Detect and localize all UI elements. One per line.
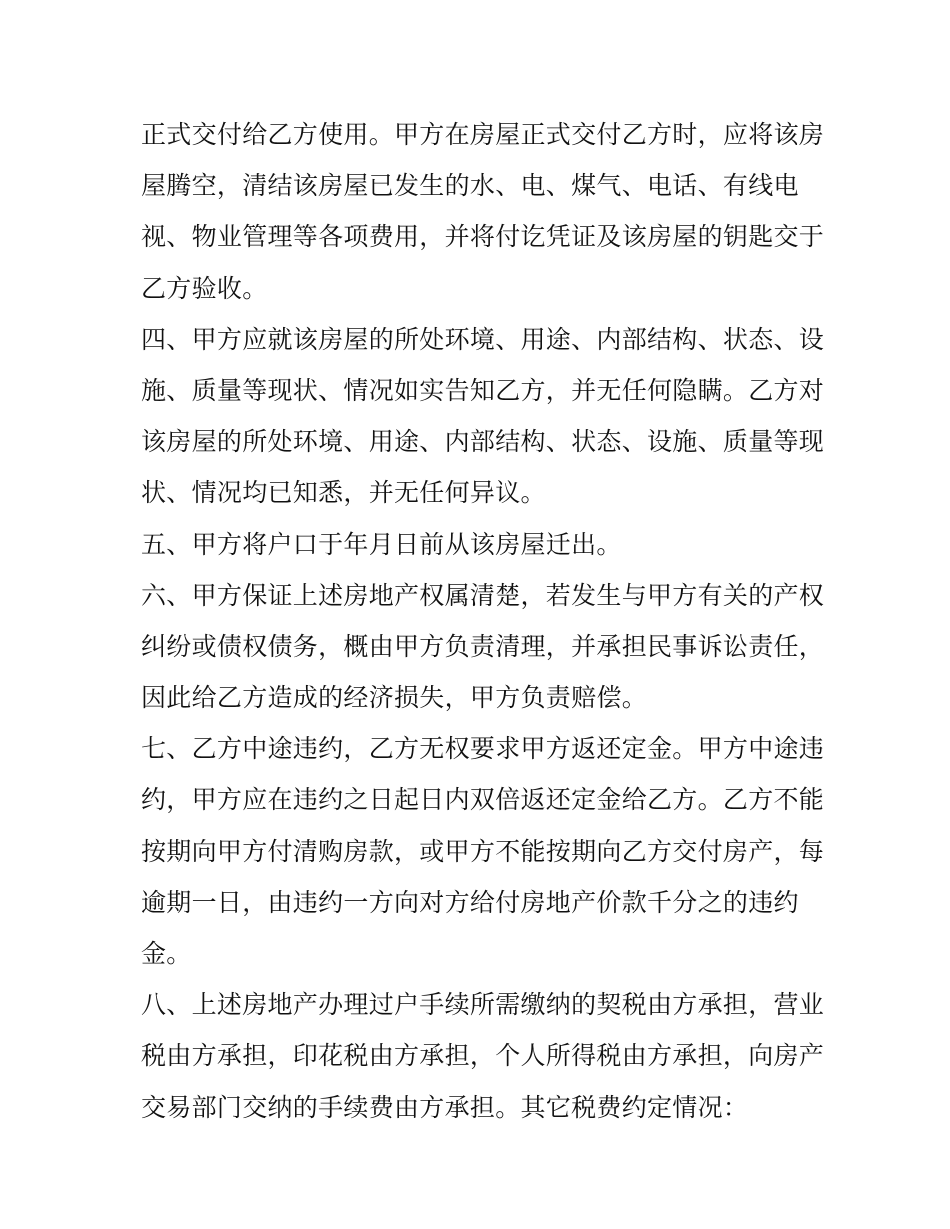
text-line: 正式交付给乙方使用。甲方在房屋正式交付乙方时，应将该房 <box>141 120 825 149</box>
text-line: 税由方承担，印花税由方承担，个人所得税由方承担，向房产 <box>141 1041 825 1071</box>
text-line: 约，甲方应在违约之日起日内双倍返还定金给乙方。乙方不能 <box>141 785 825 815</box>
text-line: 交易部门交纳的手续费由方承担。其它税费约定情况： <box>141 1092 749 1122</box>
text-line: 该房屋的所处环境、用途、内部结构、状态、设施、质量等现 <box>141 427 825 457</box>
clause-8-line: 八、上述房地产办理过户手续所需缴纳的契税由方承担，营业 <box>141 990 825 1020</box>
text-line: 按期向甲方付清购房款，或甲方不能按期向乙方交付房产，每 <box>141 836 825 866</box>
clause-6-line: 六、甲方保证上述房地产权属清楚，若发生与甲方有关的产权 <box>141 580 825 610</box>
text-line: 状、情况均已知悉，并无任何异议。 <box>141 478 546 508</box>
text-line: 纠纷或债权债务，概由甲方负责清理，并承担民事诉讼责任， <box>141 631 825 661</box>
text-line: 乙方验收。 <box>141 273 268 303</box>
text-line: 因此给乙方造成的经济损失，甲方负责赔偿。 <box>141 683 648 713</box>
clause-4-line: 四、甲方应就该房屋的所处环境、用途、内部结构、状态、设 <box>141 324 825 354</box>
clause-5-line: 五、甲方将户口于年月日前从该房屋迁出。 <box>141 529 622 559</box>
text-line: 屋腾空，清结该房屋已发生的水、电、煤气、电话、有线电 <box>141 171 799 201</box>
text-line: 金。 <box>141 939 192 968</box>
text-line: 视、物业管理等各项费用，并将付讫凭证及该房屋的钥匙交于 <box>141 222 825 252</box>
text-line: 逾期一日，由违约一方向对方给付房地产价款千分之的违约 <box>141 887 799 917</box>
clause-7-line: 七、乙方中途违约，乙方无权要求甲方返还定金。甲方中途违 <box>141 734 825 764</box>
contract-body <box>141 109 825 1133</box>
text-line: 施、质量等现状、情况如实告知乙方，并无任何隐瞒。乙方对 <box>141 375 825 405</box>
